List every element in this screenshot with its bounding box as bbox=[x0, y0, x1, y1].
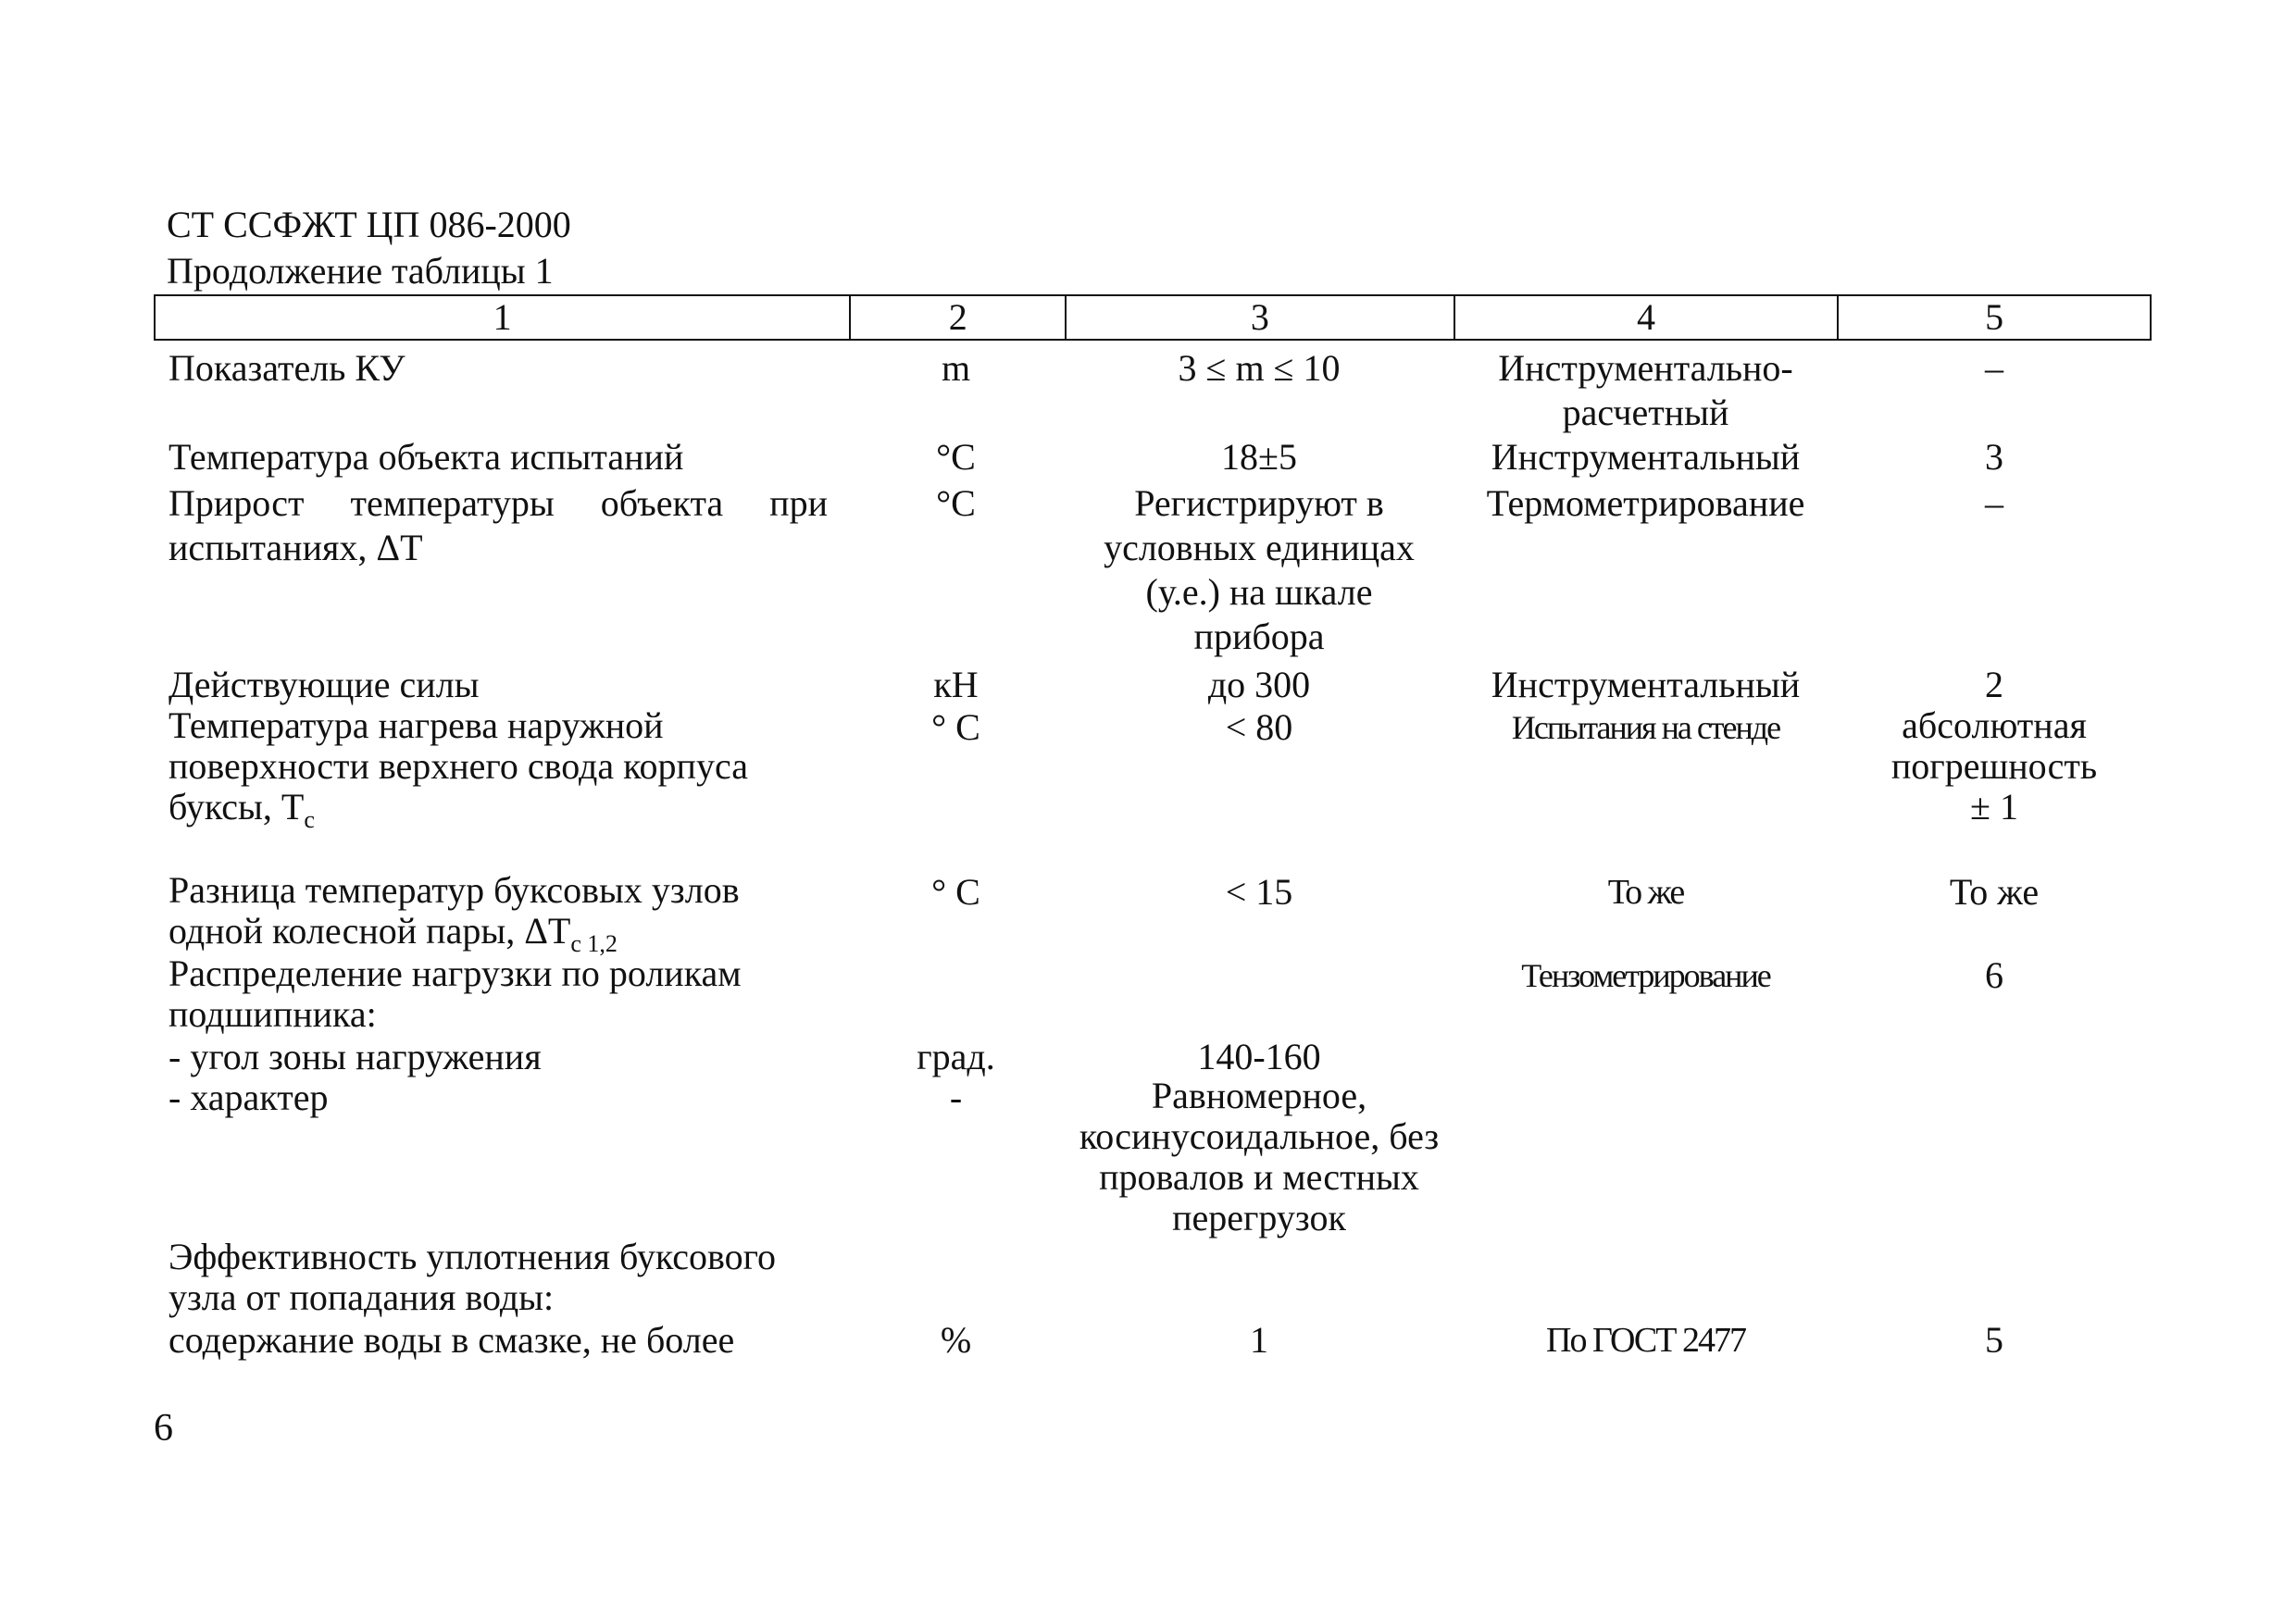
row-unit: кН bbox=[933, 664, 979, 705]
column-header-5: 5 bbox=[1837, 296, 2150, 339]
row-value: < 15 bbox=[1225, 871, 1293, 913]
row-method: По ГОСТ 2477 bbox=[1546, 1321, 1745, 1360]
row-parameter bbox=[168, 870, 780, 965]
row-value: < 80 bbox=[1225, 706, 1293, 748]
row-accuracy: 5 bbox=[1985, 1319, 2003, 1361]
row-parameter: Показатель КУ bbox=[168, 347, 406, 389]
row-method: Инструментально- расчетный bbox=[1498, 347, 1793, 433]
row-method: Испытания на стенде bbox=[1511, 709, 1780, 746]
row-parameter: Эффективность уплотнения буксового узла от попадания воды: bbox=[168, 1236, 777, 1318]
row-accuracy: – bbox=[1985, 482, 2003, 524]
column-header-1: 1 bbox=[493, 296, 512, 338]
column-header-4: 4 bbox=[1454, 296, 1838, 339]
row-unit: % bbox=[940, 1319, 972, 1361]
row-unit: - bbox=[949, 1077, 963, 1118]
row-accuracy: То же bbox=[1949, 871, 2040, 913]
row-parameter-text: Температура нагрева наружной поверхности верхнего свода корпуса буксы, Т bbox=[168, 704, 748, 828]
row-unit: °C bbox=[936, 436, 976, 478]
row-unit: m bbox=[941, 347, 971, 389]
row-value: 18±5 bbox=[1221, 436, 1297, 478]
row-parameter bbox=[168, 705, 761, 840]
row-method: Инструментальный bbox=[1491, 436, 1801, 478]
row-parameter-text: Разница температур буксовых узлов одной колесной пары, ΔТ bbox=[168, 869, 740, 952]
row-method: Инструментальный bbox=[1491, 664, 1801, 705]
row-parameter: - характер bbox=[168, 1077, 329, 1118]
row-value: до 300 bbox=[1207, 664, 1311, 705]
row-unit: ° С bbox=[931, 871, 980, 913]
row-accuracy: 2 bbox=[1985, 664, 2003, 705]
column-header-3: 3 bbox=[1065, 296, 1454, 339]
row-unit: град. bbox=[917, 1036, 995, 1077]
row-parameter: - угол зоны нагружения bbox=[168, 1036, 542, 1077]
row-value: Регистрируют в условных единицах (у.е.) на шкале прибора bbox=[1104, 482, 1415, 657]
row-unit: ° С bbox=[931, 706, 980, 748]
row-unit: °C bbox=[936, 482, 976, 524]
row-parameter: содержание воды в смазке, не более bbox=[168, 1319, 735, 1361]
column-header-2: 2 bbox=[849, 296, 1065, 339]
row-accuracy: абсолютная погрешность ± 1 bbox=[1890, 704, 2098, 828]
row-accuracy: – bbox=[1985, 347, 2003, 389]
row-parameter: Прирост температуры объекта при испытаниях, ΔТ bbox=[168, 482, 828, 568]
row-accuracy: 3 bbox=[1985, 436, 2003, 478]
row-value: Равномерное, косинусоидальное, без провалов и местных перегрузок bbox=[1079, 1075, 1440, 1238]
row-accuracy: 6 bbox=[1985, 954, 2003, 996]
row-parameter: Температура объекта испытаний bbox=[168, 436, 684, 478]
row-method: Термометрирование bbox=[1486, 482, 1805, 524]
table-continuation-label: Продолжение таблицы 1 bbox=[167, 250, 554, 292]
document-code: СТ ССФЖТ ЦП 086-2000 bbox=[167, 204, 571, 245]
row-method: То же bbox=[1607, 873, 1684, 912]
row-parameter: Действующие силы bbox=[168, 664, 480, 705]
row-parameter-subscript: с bbox=[304, 806, 315, 833]
row-parameter: Распределение нагрузки по роликам подшипника: bbox=[168, 952, 742, 1035]
table-header-row bbox=[154, 294, 2152, 341]
row-parameter-subscript: с 1,2 bbox=[570, 930, 618, 957]
row-value: 1 bbox=[1250, 1319, 1268, 1361]
row-method: Тензометрирование bbox=[1521, 957, 1770, 994]
row-value: 140-160 bbox=[1197, 1036, 1321, 1077]
row-value: 3 ≤ m ≤ 10 bbox=[1178, 347, 1341, 389]
page-number: 6 bbox=[154, 1407, 173, 1450]
